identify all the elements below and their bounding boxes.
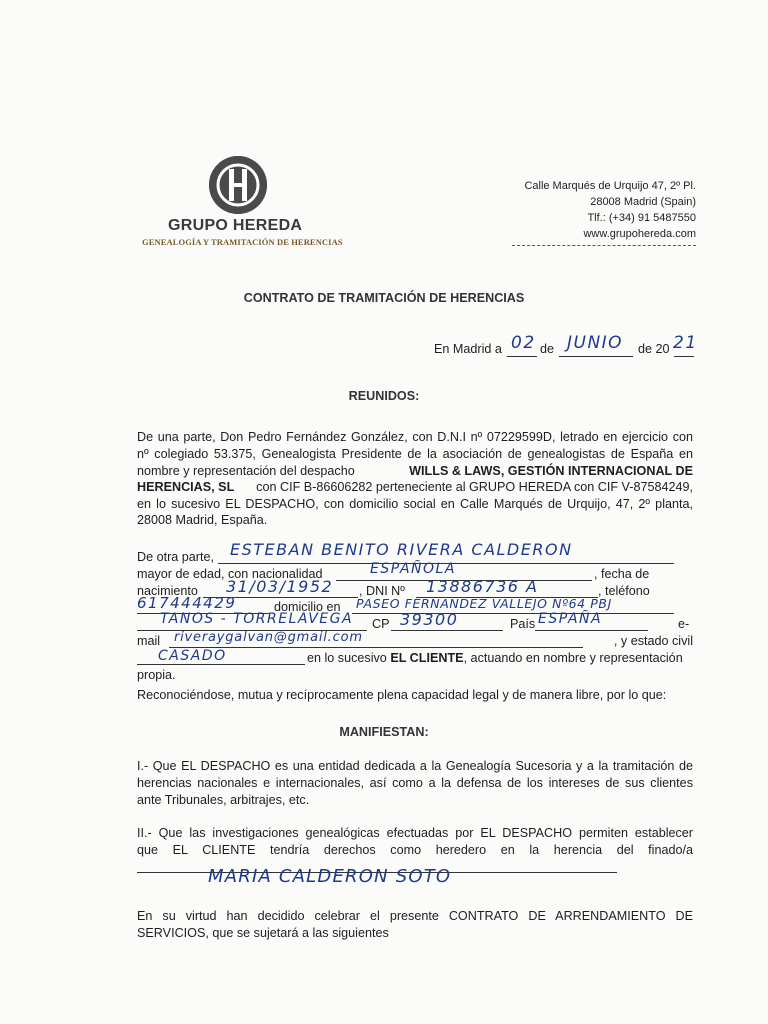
grupo-hereda-logo-icon [209,156,267,214]
closing-line-2: SERVICIOS, que se sujetará a las siguientes [137,926,389,940]
label-fecha-de: , fecha de [594,567,650,581]
date-month: JUNIO [567,333,624,353]
clause-1-line-2: herencias nacionales e internacionales, así como a la defensa de los intereses de sus clientes [137,776,693,790]
firm-name-part-2: HERENCIAS, SL [137,480,235,494]
label-propia: propia. [137,668,176,682]
label-en-lo-sucesivo [307,650,683,667]
header-divider [512,245,696,246]
client-name: ESTEBAN BENITO RIVERA CALDERON [230,540,573,559]
client-address-line-2: TANOS - TORRELAVEGA [160,611,354,627]
label-estado-civil: , y estado civil [613,634,693,648]
label-pais: País [510,617,536,631]
label-dni: , DNI Nº [359,584,405,598]
clause-2-line-1: II.- Que las investigaciones genealógicas efectuadas por EL DESPACHO permiten establecer [137,826,693,840]
clause-1-line-1: I.- Que EL DESPACHO es una entidad dedicada a la Genealogía Sucesoria y a la tramitación de [137,759,693,773]
client-civil-status: CASADO [158,648,227,664]
reconociendose-text: Reconociéndose, mutua y recíprocamente plena capacidad legal y de manera libre, por lo que: [137,688,667,702]
date-day: 02 [511,333,536,353]
address-phone: Tlf.: (+34) 91 5487550 [587,212,696,224]
contract-title: CONTRATO DE TRAMITACIÓN DE HERENCIAS [243,291,525,305]
client-country: ESPAÑA [538,611,603,627]
label-nacionalidad: mayor de edad, con nacionalidad [137,567,323,581]
clause-2-line-2: que EL CLIENTE tendría derechos como heredero en la herencia del finado/a [137,843,693,857]
client-nationality: ESPAÑOLA [370,561,456,577]
paragraph-1-line-3 [137,463,693,480]
section-reunidos: REUNIDOS: [348,389,420,403]
paragraph-1-line-2: nº colegiado 53.375, Genealogista Presidente de la asociación de genealogistas de España en [137,447,693,461]
paragraph-1-line-1: De una parte, Don Pedro Fernández González, con D.N.I nº 07229599D, letrado en ejercicio con [137,430,693,444]
brand-name: GRUPO HEREDA [168,217,303,234]
label-cp: CP [372,617,390,631]
date-de-2: de 20 [638,342,670,356]
address-city: 28008 Madrid (Spain) [590,196,696,208]
paragraph-1-line-6: 28008 Madrid, España. [137,513,268,527]
client-address-line-1: PASEO FERNANDEZ VALLEJO Nº64 PBJ [356,596,612,611]
client-designation: EL CLIENTE [390,651,464,665]
firm-name-part-1: WILLS & LAWS, GESTIÓN INTERNACIONAL DE [409,464,693,478]
date-prefix: En Madrid a [434,342,502,356]
label-email-e: e- [678,617,690,631]
brand-tagline: GENEALOGÍA Y TRAMITACIÓN DE HERENCIAS [142,237,343,247]
label-nacimiento: nacimiento [137,584,198,598]
text-segment: con CIF B-86606282 perteneciente al GRUPO HEREDA con CIF V-87584249, [256,480,693,494]
closing-line-1: En su virtud han decidido celebrar el presente CONTRATO DE ARRENDAMIENTO DE [137,909,693,923]
client-birth-date: 31/03/1952 [226,577,334,596]
label-telefono: , teléfono [598,584,650,598]
text-segment: nombre y representación del despacho [137,464,355,478]
date-year: 21 [673,333,698,353]
section-manifiestan: MANIFIESTAN: [339,725,429,739]
paragraph-1-line-5: en lo sucesivo EL DESPACHO, con domicilio social en Calle Marqués de Urquijo, 47, 2º planta, [137,497,693,511]
text-segment: , actuando en nombre y representación [463,651,683,665]
client-phone: 617444429 [137,594,237,612]
deceased-name: MARIA CALDERON SOTO [208,866,452,887]
client-postal-code: 39300 [400,610,459,629]
date-de-1: de [540,342,555,356]
label-domicilio: domicilio en [274,600,341,614]
address-street: Calle Marqués de Urquijo 47, 2º Pl. [524,180,696,192]
label-email-mail: mail [137,634,161,648]
clause-1-line-3: ante Tribunales, arbitrajes, etc. [137,793,310,807]
client-email: riveraygalvan@gmail.com [174,630,363,645]
label-de-otra-parte: De otra parte, [137,550,215,564]
paragraph-1-line-4 [137,479,693,496]
address-website: www.grupohereda.com [583,228,696,240]
client-dni: 13886736 A [426,577,539,596]
text-segment: en lo sucesivo [307,651,387,665]
